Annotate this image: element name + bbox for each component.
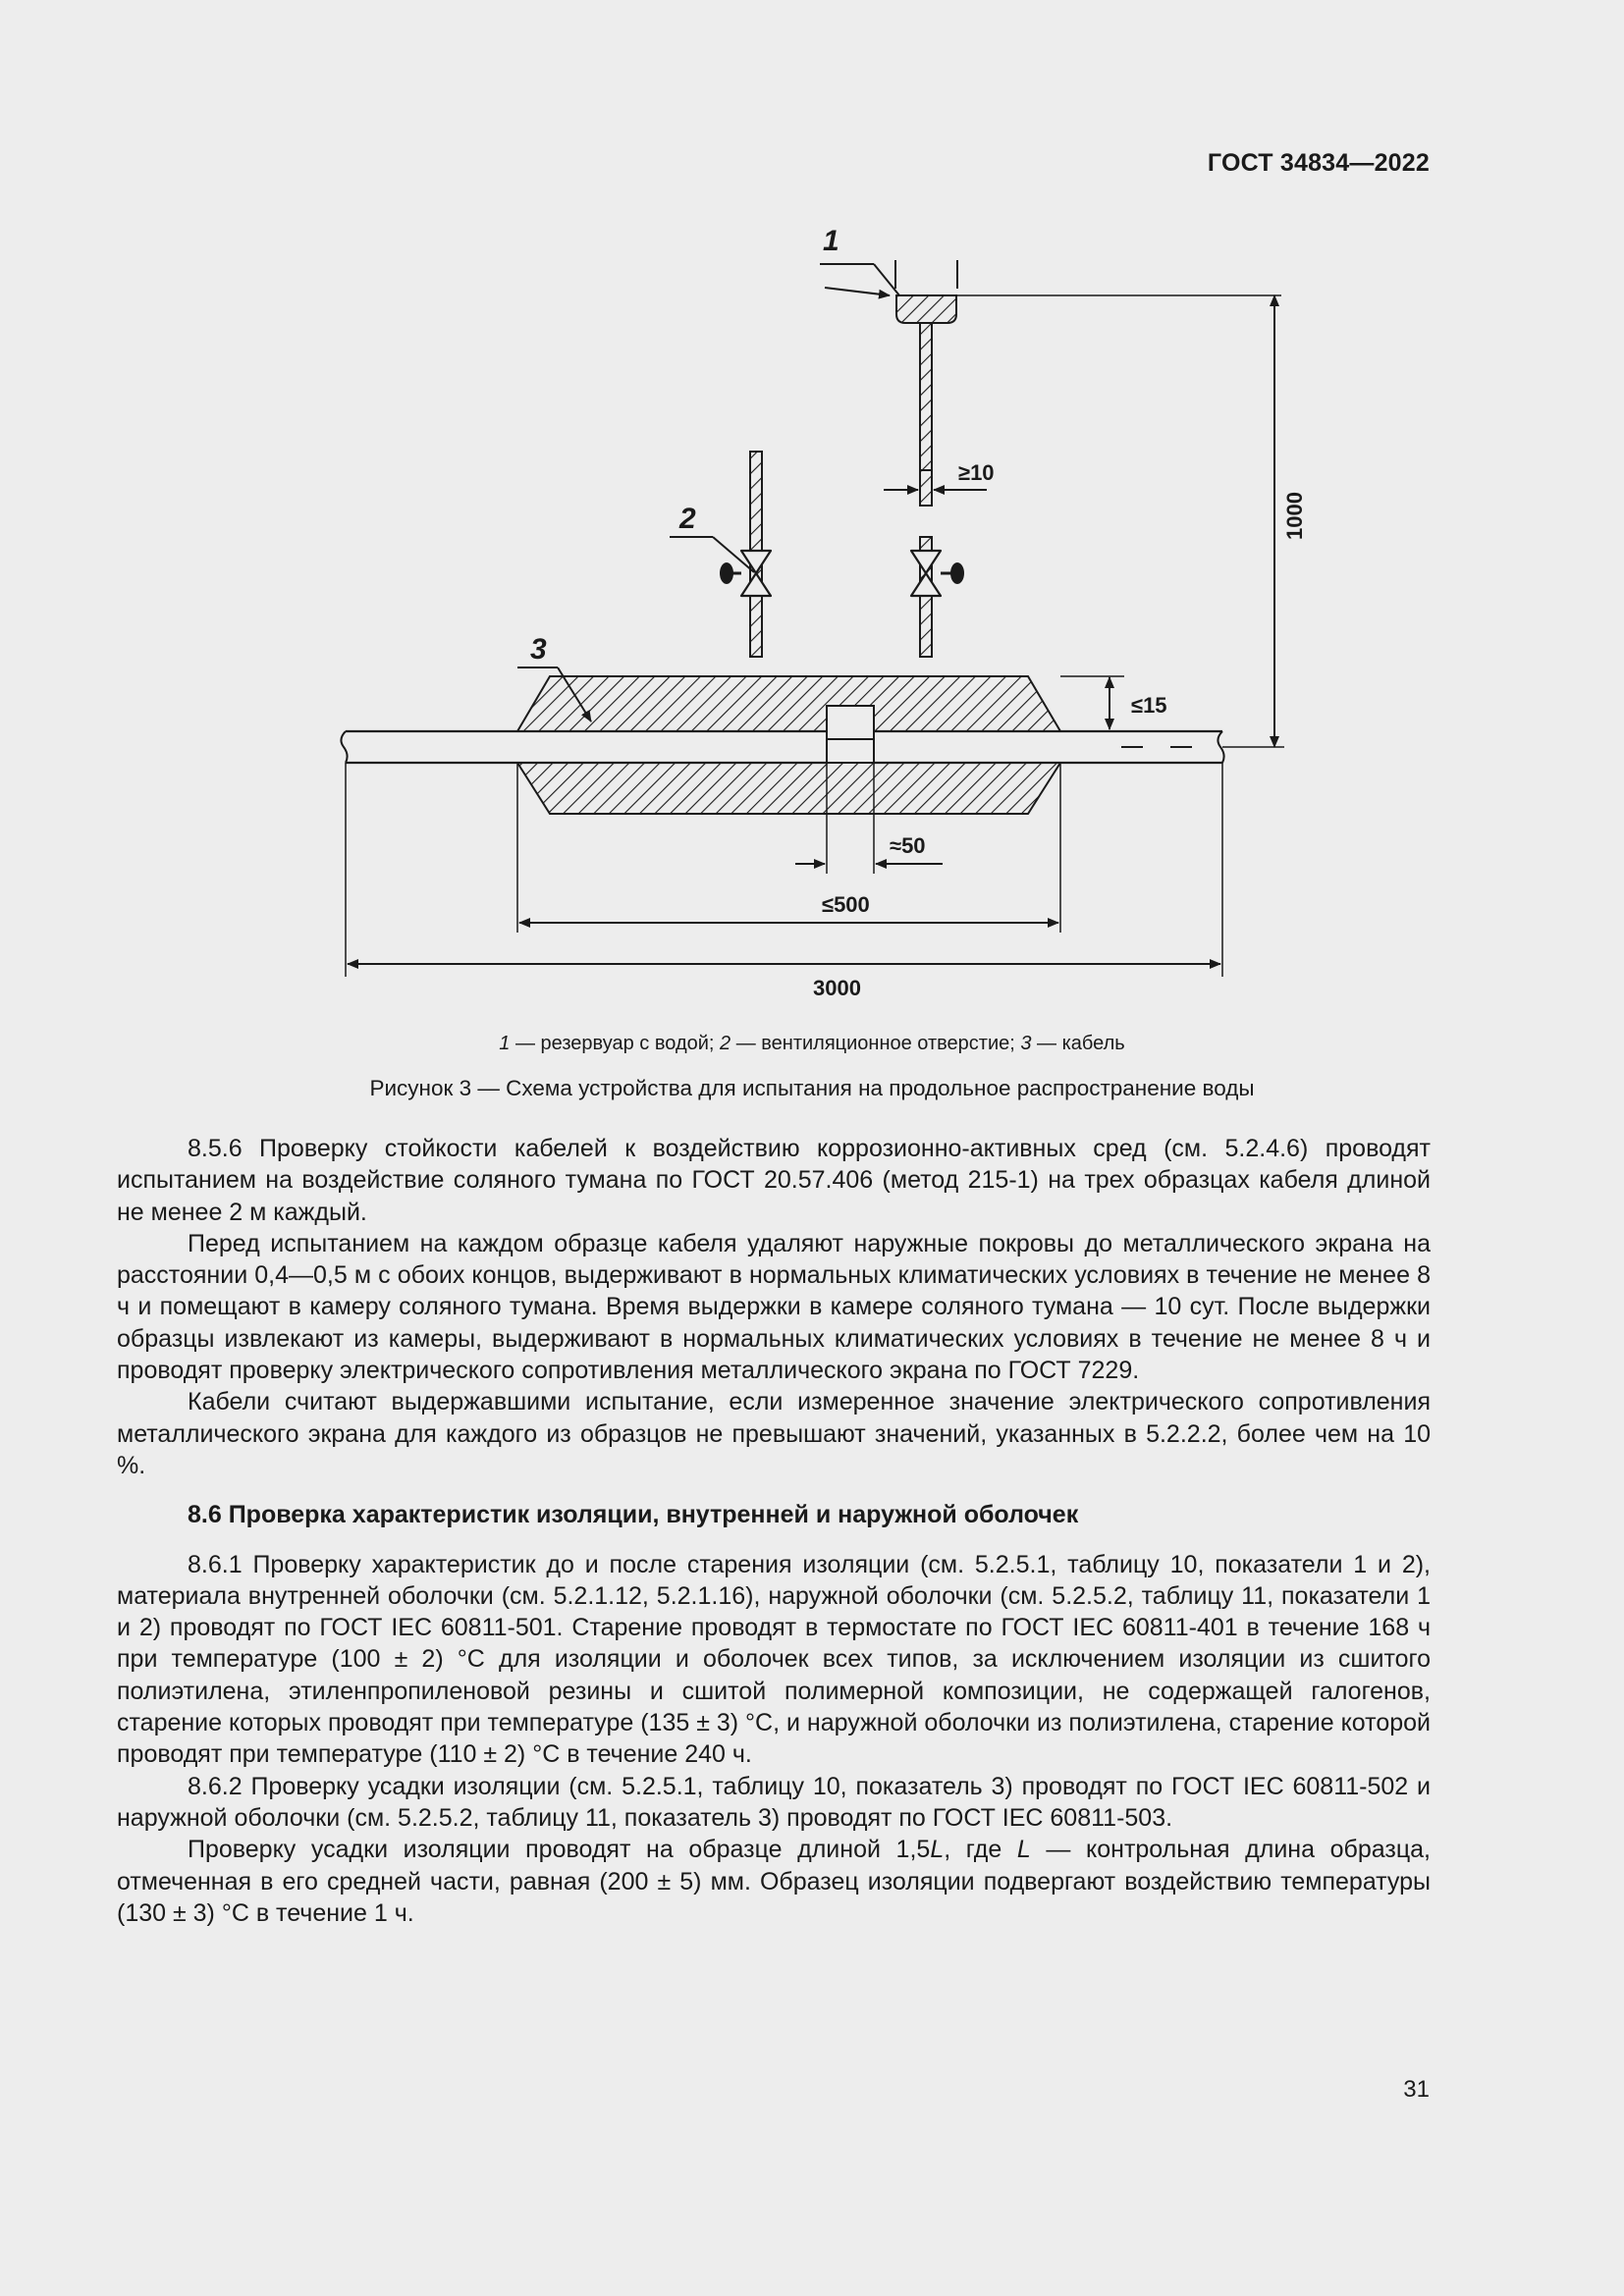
callout-2: 2	[679, 503, 696, 535]
legend-text-3: — кабель	[1031, 1033, 1125, 1054]
figure-caption: Рисунок 3 — Схема устройства для испытания на продольное распространение воды	[369, 1076, 1255, 1100]
dim-slot-label: ≈50	[890, 833, 926, 858]
dim-depth-label: ≤15	[1131, 693, 1167, 718]
variable-l-2: L	[1016, 1836, 1031, 1864]
test-device-diagram	[422, 221, 1306, 1006]
paragraph-8-6-1: 8.6.1 Проверку характеристик до и после старения изоляции (см. 5.2.5.1, таблицу 10, показатели 1 и 2), материала внутренней оболочки (см. 5.2.1.12, 5.2.1.16), наружной оболочки (см. 5.2.5.2, таблицу 11, показатели 1 и 2) проводят по ГОСТ IEC 60811-501. Старение проводят в термостате по ГОСТ IEC 60811-401 в течение 168 ч при температуре (100 ± 2) °С для изоляции и оболочек всех типов, за исключением изоляции из сшитого полиэтилена, этиленпропиленовой резины и сшитой полимерной композиции, не содержащей галогенов, старение которых проводят при температуре (135 ± 3) °С, и наружной оболочки из полиэтилена, старение которой проводят при температуре (110 ± 2) °С в течение 240 ч.	[117, 1550, 1431, 1769]
variable-l-1: L	[930, 1836, 945, 1864]
dim-height-label: 1000	[1282, 492, 1307, 540]
dim-gap-label: ≥10	[958, 460, 995, 485]
body-text	[117, 1133, 1431, 1929]
dim-chamber-label: ≤500	[822, 892, 870, 917]
shrinkage-text-1: Проверку усадки изоляции проводят на образце длиной 1,5	[188, 1836, 931, 1864]
legend-num-2: 2	[720, 1033, 731, 1054]
paragraph-8-6-2: 8.6.2 Проверку усадки изоляции (см. 5.2.5.1, таблицу 10, показатель 3) проводят по ГОСТ IEC 60811-502 и наружной оболочки (см. 5.2.5.2, таблицу 11, показатель 3) проводят по ГОСТ IEC 60811-503.	[117, 1772, 1431, 1832]
section-heading-8-6: 8.6 Проверка характеристик изоляции, внутренней и наружной оболочек	[188, 1501, 1079, 1529]
legend-text-2: — вентиляционное отверстие;	[731, 1033, 1021, 1054]
page-number: 31	[1403, 2076, 1430, 2103]
legend-num-1: 1	[499, 1033, 511, 1054]
shrinkage-text-3: — контрольная длина образца, отмеченная в его средней части, равная (200 ± 5) мм. Образец изоляции подвергают воздействию температуры (130 ± 3) °С в течение 1 ч.	[117, 1836, 1431, 1927]
paragraph-8-5-6: 8.5.6 Проверку стойкости кабелей к воздействию коррозионно-активных сред (см. 5.2.4.6) проводят испытанием на воздействие соляного тумана по ГОСТ 20.57.406 (метод 215-1) на трех образцах кабеля длиной не менее 2 м каждый.	[117, 1135, 1431, 1226]
legend-num-3: 3	[1020, 1033, 1032, 1054]
callout-3: 3	[530, 633, 547, 666]
paragraph-shrinkage	[117, 1834, 1431, 1929]
feed-pipe-upper	[920, 323, 932, 473]
vent-valve-icon	[720, 551, 771, 596]
water-reservoir	[895, 260, 1281, 323]
paragraph-procedure: Перед испытанием на каждом образце кабеля удаляют наружные покровы до металлического экрана на расстоянии 0,4—0,5 м с обоих концов, выдерживают в нормальных климатических условиях в течение не менее 8 ч и помещают в камеру соляного тумана. Время выдержки в камере соляного тумана — 10 сут. После выдержки образцы извлекают из камеры, выдерживают в нормальных климатических условиях в течение не менее 8 ч и проводят проверку электрического сопротивления металлического экрана по ГОСТ 7229.	[117, 1229, 1431, 1385]
paragraph-criteria: Кабели считают выдержавшими испытание, если измеренное значение электрического сопротивления металлического экрана для каждого из образцов не превышают значений, указанных в 5.2.2.2, более чем на 10 %.	[117, 1388, 1431, 1479]
cable	[341, 731, 1223, 763]
legend-text-1: — резервуар с водой;	[510, 1033, 721, 1054]
figure-legend	[0, 1033, 1624, 1055]
dim-total-label: 3000	[813, 976, 861, 1000]
chamber-body	[465, 675, 1060, 814]
document-header: ГОСТ 34834—2022	[1207, 149, 1430, 177]
callout-1: 1	[823, 225, 839, 257]
shrinkage-text-2: , где	[944, 1836, 1017, 1864]
